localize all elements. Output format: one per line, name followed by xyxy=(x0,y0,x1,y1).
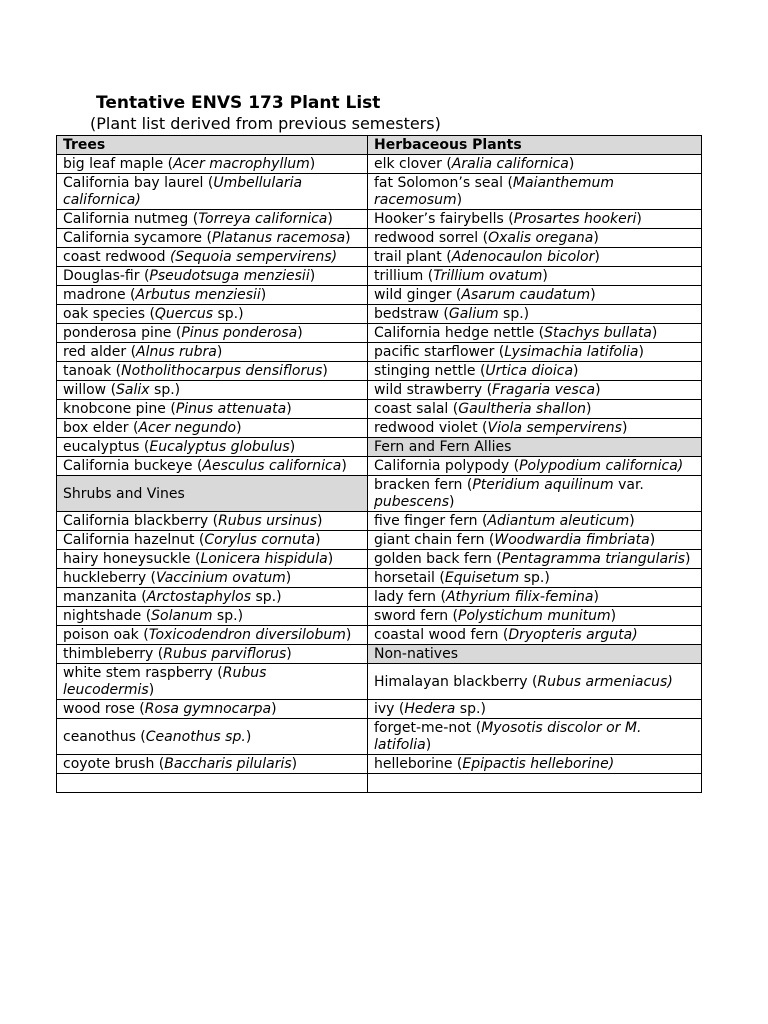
scientific-name: Arbutus menziesii xyxy=(135,287,261,303)
plant-text: ) xyxy=(317,513,323,529)
scientific-name: Urtica dioica xyxy=(485,363,574,379)
right-plant-cell xyxy=(368,210,702,229)
plant-text: California bay laurel ( xyxy=(63,175,214,191)
scientific-name: Notholithocarpus densiflorus xyxy=(121,363,323,379)
left-plant-cell xyxy=(57,305,368,324)
scientific-name: Rubus leucodermis xyxy=(63,665,267,698)
left-plant-cell xyxy=(57,248,368,267)
scientific-name: Stachys bullata xyxy=(544,325,652,341)
left-plant-cell xyxy=(57,381,368,400)
plant-text: Shrubs and Vines xyxy=(63,485,185,502)
scientific-name: Toxicodendron diversilobum xyxy=(148,627,346,643)
right-plant-cell xyxy=(368,457,702,476)
left-plant-cell xyxy=(57,419,368,438)
plant-text: California nutmeg ( xyxy=(63,211,199,227)
plant-text: California hazelnut ( xyxy=(63,532,205,548)
scientific-name: Athyrium filix-femina xyxy=(445,589,594,605)
left-plant-cell xyxy=(57,645,368,664)
table-row xyxy=(57,700,702,719)
table-row xyxy=(57,400,702,419)
plant-text: sp.) xyxy=(212,608,244,624)
left-plant-cell xyxy=(57,569,368,588)
plant-text: ) xyxy=(425,737,432,753)
plant-text: ) xyxy=(345,627,352,643)
scientific-name: Umbellularia californica) xyxy=(63,175,303,208)
scientific-name: Pteridium aquilinum xyxy=(472,477,614,493)
plant-text: Fern and Fern Allies xyxy=(374,439,512,455)
table-row xyxy=(57,381,702,400)
plant-text: trillium ( xyxy=(374,268,434,284)
right-plant-cell xyxy=(368,626,702,645)
plant-text: forget-me-not ( xyxy=(374,720,482,736)
table-row xyxy=(57,343,702,362)
plant-list-table xyxy=(56,135,702,793)
right-plant-cell xyxy=(368,476,702,512)
plant-text: ) xyxy=(621,420,628,436)
plant-text: red alder ( xyxy=(63,344,137,360)
plant-text: ) xyxy=(216,344,223,360)
scientific-name: Baccharis pilularis xyxy=(164,756,292,772)
scientific-name: Pseudotsuga menziesii xyxy=(149,268,310,284)
left-plant-cell xyxy=(57,588,368,607)
table-header-row xyxy=(57,136,702,155)
plant-text: ) xyxy=(286,646,292,662)
scientific-name: Rosa gymnocarpa xyxy=(144,701,272,717)
plant-text: ) xyxy=(449,494,455,510)
right-plant-cell xyxy=(368,419,702,438)
plant-text: redwood violet ( xyxy=(374,420,488,436)
right-plant-cell xyxy=(368,286,702,305)
scientific-name: Acer negundo xyxy=(138,420,237,436)
scientific-name: Acer macrophyllum xyxy=(173,156,310,172)
left-plant-cell xyxy=(57,626,368,645)
left-plant-cell xyxy=(57,755,368,774)
table-row xyxy=(57,531,702,550)
plant-text: elk clover ( xyxy=(374,156,452,172)
table-row xyxy=(57,155,702,174)
plant-text: sp.) xyxy=(455,701,486,717)
table-row xyxy=(57,305,702,324)
plant-text: hairy honeysuckle ( xyxy=(63,551,201,567)
right-plant-cell xyxy=(368,400,702,419)
plant-text: wild ginger ( xyxy=(374,287,462,303)
plant-text: California polypody ( xyxy=(374,458,520,474)
plant-text: redwood sorrel ( xyxy=(374,230,489,246)
plant-text: tanoak ( xyxy=(63,363,122,379)
plant-text: helleborine ( xyxy=(374,756,463,772)
plant-text: sp.) xyxy=(251,589,282,605)
plant-text: coast salal ( xyxy=(374,401,459,417)
page-subtitle: (Plant list derived from previous semesters) xyxy=(90,114,441,133)
left-plant-cell xyxy=(57,400,368,419)
table-row xyxy=(57,719,702,755)
table-row xyxy=(57,626,702,645)
herbaceous-plants-column-header: Herbaceous Plants xyxy=(368,136,702,155)
plant-text: ) xyxy=(594,249,600,265)
plant-text: knobcone pine ( xyxy=(63,401,176,417)
scientific-name: pubescens xyxy=(374,494,450,510)
table-row xyxy=(57,569,702,588)
table-row xyxy=(57,550,702,569)
plant-text: ) xyxy=(322,363,328,379)
plant-text: nightshade ( xyxy=(63,608,152,624)
plant-text: ponderosa pine ( xyxy=(63,325,182,341)
left-plant-cell xyxy=(57,719,368,755)
plant-text: sword fern ( xyxy=(374,608,458,624)
plant-text: ) xyxy=(542,268,548,284)
right-plant-cell xyxy=(368,719,702,755)
plant-text: poison oak ( xyxy=(63,627,149,643)
plant-text: ) xyxy=(309,156,316,172)
table-row xyxy=(57,512,702,531)
plant-text: manzanita ( xyxy=(63,589,147,605)
plant-text: big leaf maple ( xyxy=(63,156,174,172)
plant-text: ivy ( xyxy=(374,701,405,717)
plant-text: trail plant ( xyxy=(374,249,452,265)
right-plant-cell xyxy=(368,362,702,381)
plant-text: ) xyxy=(285,570,292,586)
plant-text: willow ( xyxy=(63,382,117,398)
scientific-name: Polypodium californica) xyxy=(519,458,684,474)
plant-text: ) xyxy=(286,401,292,417)
plant-text: Himalayan blackberry ( xyxy=(374,673,538,690)
plant-text: ) xyxy=(291,756,298,772)
scientific-name: Aesculus californica xyxy=(202,458,342,474)
scientific-name: Asarum caudatum xyxy=(461,287,591,303)
plant-text: var. xyxy=(613,477,644,493)
plant-text: box elder ( xyxy=(63,420,139,436)
plant-text: ) xyxy=(289,439,296,455)
plant-text: ) xyxy=(638,344,644,360)
plant-text: ) xyxy=(586,401,592,417)
table-row xyxy=(57,588,702,607)
left-plant-cell xyxy=(57,286,368,305)
table-row xyxy=(57,210,702,229)
left-plant-cell xyxy=(57,174,368,210)
left-plant-cell xyxy=(57,457,368,476)
trees-column-header: Trees xyxy=(57,136,368,155)
left-plant-cell xyxy=(57,267,368,286)
scientific-name: Equisetum xyxy=(444,570,520,586)
scientific-name: Lonicera hispidula xyxy=(200,551,328,567)
table-row xyxy=(57,362,702,381)
right-plant-cell xyxy=(368,569,702,588)
plant-text: ) xyxy=(595,382,601,398)
scientific-name: Eucalyptus globulus xyxy=(149,439,290,455)
plant-text: ) xyxy=(345,230,351,246)
plant-text: ) xyxy=(649,532,656,548)
right-plant-cell xyxy=(368,248,702,267)
scientific-name: Epipactis helleborine) xyxy=(462,756,615,772)
plant-text: ) xyxy=(636,211,642,227)
table-row xyxy=(57,229,702,248)
scientific-name: Corylus cornuta xyxy=(204,532,316,548)
scientific-name: Quercus xyxy=(154,306,214,322)
right-plant-cell xyxy=(368,267,702,286)
plant-text: Non-natives xyxy=(374,646,458,662)
scientific-name: Dryopteris arguta) xyxy=(508,627,638,643)
plant-text: five finger fern ( xyxy=(374,513,488,529)
left-plant-cell xyxy=(57,774,368,793)
scientific-name: Ceanothus sp. xyxy=(145,728,246,745)
plant-text: Douglas-fir ( xyxy=(63,268,150,284)
scientific-name: Solanum xyxy=(151,608,213,624)
plant-text: ) xyxy=(148,682,155,698)
left-plant-cell xyxy=(57,324,368,343)
scientific-name: Hedera xyxy=(404,701,456,717)
plant-text: ) xyxy=(327,551,334,567)
scientific-name: Pinus attenuata xyxy=(175,401,287,417)
table-row xyxy=(57,607,702,626)
scientific-name: Lysimachia latifolia xyxy=(504,344,639,360)
right-plant-cell xyxy=(368,324,702,343)
plant-text: coyote brush ( xyxy=(63,756,165,772)
plant-text: huckleberry ( xyxy=(63,570,157,586)
right-plant-cell xyxy=(368,774,702,793)
plant-text: giant chain fern ( xyxy=(374,532,495,548)
section-header-cell xyxy=(368,645,702,664)
plant-text: ) xyxy=(260,287,267,303)
plant-text: oak species ( xyxy=(63,306,155,322)
plant-text: horsetail ( xyxy=(374,570,445,586)
plant-text: lady fern ( xyxy=(374,589,446,605)
table-row xyxy=(57,419,702,438)
plant-text: California buckeye ( xyxy=(63,458,203,474)
table-row xyxy=(57,324,702,343)
left-plant-cell xyxy=(57,362,368,381)
table-row xyxy=(57,248,702,267)
right-plant-cell xyxy=(368,343,702,362)
right-plant-cell xyxy=(368,755,702,774)
left-plant-cell xyxy=(57,531,368,550)
scientific-name: Pentagramma triangularis xyxy=(501,551,686,567)
plant-text: sp.) xyxy=(498,306,530,322)
plant-text: ) xyxy=(271,701,277,717)
left-plant-cell xyxy=(57,512,368,531)
table-row xyxy=(57,174,702,210)
plant-text: California blackberry ( xyxy=(63,513,219,529)
page-title: Tentative ENVS 173 Plant List xyxy=(96,93,381,113)
table-row xyxy=(57,457,702,476)
scientific-name: Oxalis oregana xyxy=(488,230,594,246)
scientific-name: Trillium ovatum xyxy=(433,268,543,284)
plant-text: sp.) xyxy=(213,306,244,322)
plant-text: coastal wood fern ( xyxy=(374,627,509,643)
plant-text: ) xyxy=(568,156,575,172)
left-plant-cell xyxy=(57,229,368,248)
scientific-name: Gaultheria shallon xyxy=(458,401,587,417)
left-plant-cell xyxy=(57,607,368,626)
scientific-name: Galium xyxy=(448,306,499,322)
section-header-cell xyxy=(57,476,368,512)
right-plant-cell xyxy=(368,381,702,400)
right-plant-cell xyxy=(368,512,702,531)
plant-text: sp.) xyxy=(519,570,550,586)
plant-text: ) xyxy=(685,551,691,567)
plant-text: ) xyxy=(315,532,321,548)
plant-text: thimbleberry ( xyxy=(63,646,164,662)
plant-text: ) xyxy=(593,230,599,246)
plant-text: bedstraw ( xyxy=(374,306,449,322)
plant-text: ) xyxy=(236,420,242,436)
plant-text: fat Solomon’s seal ( xyxy=(374,175,513,191)
table-row xyxy=(57,286,702,305)
plant-text: ) xyxy=(245,728,252,745)
scientific-name: Aralia californica xyxy=(451,156,569,172)
right-plant-cell xyxy=(368,305,702,324)
scientific-name: (Sequoia sempervirens) xyxy=(169,249,338,265)
table-row xyxy=(57,645,702,664)
right-plant-cell xyxy=(368,607,702,626)
scientific-name: Rubus ursinus xyxy=(218,513,318,529)
scientific-name: Woodwardia fimbriata xyxy=(494,532,650,548)
scientific-name: Fragaria vesca xyxy=(492,382,596,398)
table-row xyxy=(57,755,702,774)
scientific-name: Arctostaphylos xyxy=(146,589,252,605)
table-row xyxy=(57,774,702,793)
plant-text: ) xyxy=(309,268,316,284)
table-row xyxy=(57,476,702,512)
plant-text: ) xyxy=(341,458,347,474)
table-row xyxy=(57,267,702,286)
scientific-name: Alnus rubra xyxy=(136,344,217,360)
scientific-name: Platanus racemosa xyxy=(211,230,346,246)
plant-text: ) xyxy=(327,211,333,227)
plant-text: ) xyxy=(629,513,635,529)
right-plant-cell xyxy=(368,174,702,210)
section-header-cell xyxy=(368,438,702,457)
scientific-name: Maianthemum racemosum xyxy=(374,175,615,208)
right-plant-cell xyxy=(368,664,702,700)
scientific-name: Adiantum aleuticum xyxy=(487,513,630,529)
scientific-name: Viola sempervirens xyxy=(487,420,622,436)
plant-text: white stem raspberry ( xyxy=(63,665,223,681)
table-row xyxy=(57,438,702,457)
right-plant-cell xyxy=(368,531,702,550)
plant-text: ) xyxy=(593,589,599,605)
scientific-name: Torreya californica xyxy=(198,211,328,227)
plant-text: ) xyxy=(297,325,303,341)
plant-text: sp.) xyxy=(149,382,181,398)
plant-text: ) xyxy=(456,192,463,208)
plant-list-body xyxy=(57,136,702,793)
plant-text: Hooker’s fairybells ( xyxy=(374,211,514,227)
scientific-name: Prosartes hookeri xyxy=(513,211,637,227)
plant-text: stinging nettle ( xyxy=(374,363,486,379)
right-plant-cell xyxy=(368,229,702,248)
plant-text: California hedge nettle ( xyxy=(374,325,545,341)
plant-text: ) xyxy=(590,287,596,303)
scientific-name: Rubus parviflorus xyxy=(163,646,287,662)
right-plant-cell xyxy=(368,550,702,569)
plant-text: eucalyptus ( xyxy=(63,439,150,455)
scientific-name: Adenocaulon bicolor xyxy=(451,249,595,265)
plant-text: bracken fern ( xyxy=(374,477,473,493)
plant-text: ) xyxy=(573,363,579,379)
scientific-name: Polystichum munitum xyxy=(458,608,611,624)
left-plant-cell xyxy=(57,155,368,174)
left-plant-cell xyxy=(57,438,368,457)
plant-text: ) xyxy=(610,608,617,624)
plant-text: wild strawberry ( xyxy=(374,382,493,398)
plant-text: wood rose ( xyxy=(63,701,145,717)
left-plant-cell xyxy=(57,700,368,719)
scientific-name: Rubus armeniacus) xyxy=(537,673,673,690)
right-plant-cell xyxy=(368,588,702,607)
left-plant-cell xyxy=(57,210,368,229)
scientific-name: Pinus ponderosa xyxy=(181,325,298,341)
plant-text: pacific starflower ( xyxy=(374,344,505,360)
table-row xyxy=(57,664,702,700)
plant-text: ceanothus ( xyxy=(63,728,146,745)
plant-text: golden back fern ( xyxy=(374,551,502,567)
plant-text: California sycamore ( xyxy=(63,230,212,246)
left-plant-cell xyxy=(57,550,368,569)
scientific-name: Myosotis discolor or M. latifolia xyxy=(374,720,642,753)
plant-text: madrone ( xyxy=(63,287,136,303)
plant-text: ) xyxy=(651,325,658,341)
plant-text: coast redwood xyxy=(63,249,170,265)
right-plant-cell xyxy=(368,700,702,719)
right-plant-cell xyxy=(368,155,702,174)
left-plant-cell xyxy=(57,343,368,362)
scientific-name: Vaccinium ovatum xyxy=(156,570,286,586)
scientific-name: Salix xyxy=(116,382,150,398)
left-plant-cell xyxy=(57,664,368,700)
